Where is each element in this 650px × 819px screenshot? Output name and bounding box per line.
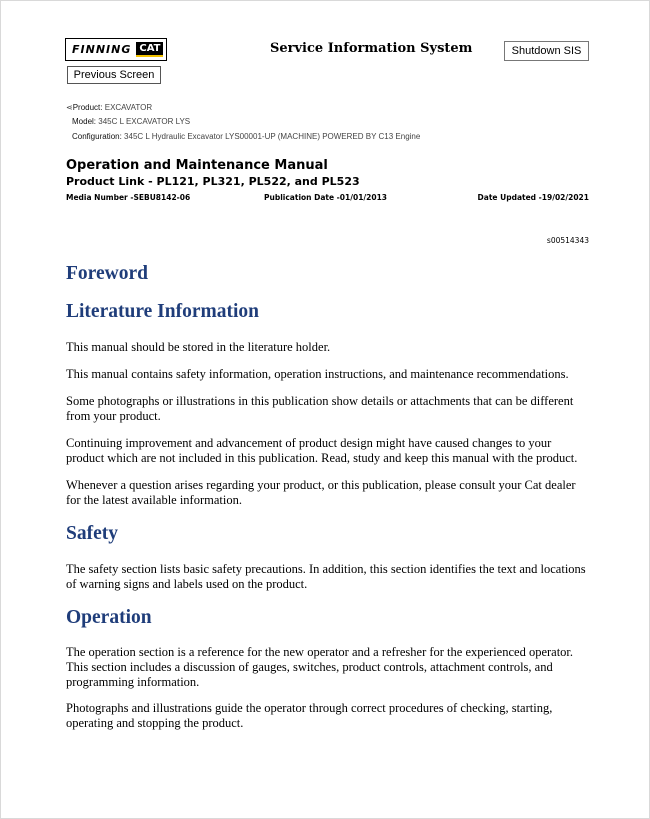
publication-date: Publication Date -01/01/2013 (264, 193, 388, 202)
safety-paragraph-1: The safety section lists basic safety precautions. In addition, this section identifies the text and locations of warning signs and labels used on the product. (66, 562, 586, 591)
document-id: s00514343 (546, 236, 589, 245)
operation-paragraph-1: The operation section is a reference for the new operator and a refresher for the experienced operator. This section includes a discussion of gauges, switches, product controls, attachment controls, and programming information. (66, 645, 574, 689)
shutdown-sis-button[interactable]: Shutdown SIS (504, 41, 589, 61)
logo-text: FINNING (72, 43, 132, 56)
cat-badge: CAT (136, 42, 163, 57)
heading-foreword: Foreword (66, 263, 148, 284)
literature-paragraph-5: Whenever a question arises regarding your product, or this publication, please consult your Cat dealer for the latest available information. (66, 478, 576, 507)
back-arrow-icon[interactable]: ⋖ (66, 103, 73, 112)
literature-paragraph-1: This manual should be stored in the literature holder. (66, 340, 331, 354)
finning-cat-logo (65, 38, 167, 61)
manual-title: Operation and Maintenance Manual (66, 158, 328, 173)
model-key: Model: (72, 117, 97, 126)
manual-subtitle: Product Link - PL121, PL321, PL522, and PL523 (66, 175, 360, 188)
system-title: Service Information System (270, 41, 473, 56)
literature-paragraph-4: Continuing improvement and advancement of product design might have caused changes to your product which are not included in this publication. Read, study and keep this manual with the product. (66, 436, 578, 465)
media-number: Media Number -SEBU8142-06 (66, 193, 191, 202)
configuration-line (72, 132, 420, 141)
previous-screen-button[interactable]: Previous Screen (67, 66, 161, 84)
configuration-value: 345C L Hydraulic Excavator LYS00001-UP (MACHINE) POWERED BY C13 Engine (124, 132, 421, 141)
model-value: 345C L EXCAVATOR LYS (98, 117, 191, 126)
operation-paragraph-2: Photographs and illustrations guide the operator through correct procedures of checking, starting, operating and stopping the product. (66, 701, 553, 730)
heading-operation: Operation (66, 607, 152, 628)
product-key: Product: (72, 103, 103, 112)
literature-paragraph-3: Some photographs or illustrations in this publication show details or attachments that can be different from your product. (66, 394, 574, 423)
product-line (66, 103, 152, 112)
product-value: EXCAVATOR (104, 103, 153, 112)
date-updated: Date Updated -19/02/2021 (477, 193, 589, 202)
heading-safety: Safety (66, 523, 118, 544)
literature-paragraph-2: This manual contains safety information, operation instructions, and maintenance recommendations. (66, 367, 569, 381)
heading-literature-information: Literature Information (66, 301, 259, 322)
configuration-key: Configuration: (72, 132, 122, 141)
model-line (72, 117, 190, 126)
